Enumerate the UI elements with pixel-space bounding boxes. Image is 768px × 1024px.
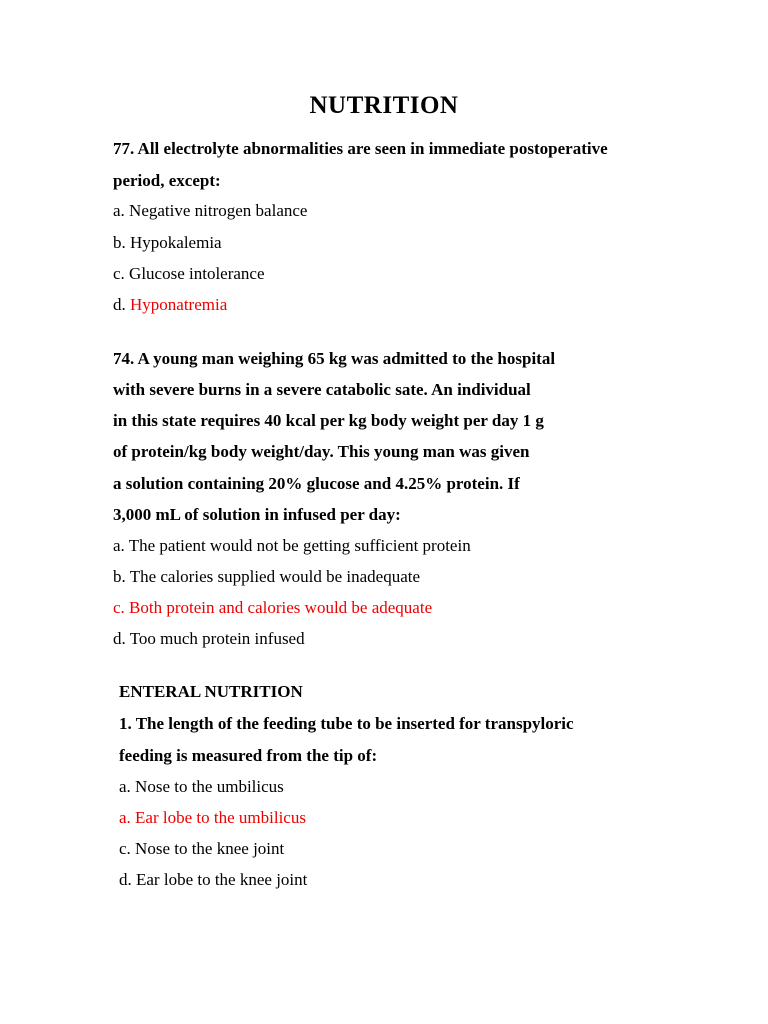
q74-stem-line-4: of protein/kg body weight/day. This young man was given [113, 442, 530, 461]
q74-stem-line-2: with severe burns in a severe catabolic sate. An individual [113, 380, 531, 399]
section-heading-enteral: ENTERAL NUTRITION [119, 682, 303, 701]
q77-option-a: a. Negative nitrogen balance [113, 201, 308, 220]
q77-stem-line-1: 77. All electrolyte abnormalities are seen in immediate postoperative [113, 139, 608, 158]
q74-option-a: a. The patient would not be getting sufficient protein [113, 536, 471, 555]
enteral-q1-option-d: d. Ear lobe to the knee joint [119, 870, 308, 889]
enteral-q1-stem-line-2: feeding is measured from the tip of: [119, 746, 378, 765]
q74-option-d: d. Too much protein infused [113, 629, 305, 648]
q74-stem-line-5: a solution containing 20% glucose and 4.25% protein. If [113, 474, 520, 493]
enteral-q1-option-c: c. Nose to the knee joint [119, 839, 285, 858]
q74-option-c-correct: c. Both protein and calories would be adequate [113, 598, 433, 617]
q77-stem-line-2: period, except: [113, 171, 221, 190]
enteral-q1-option-correct: a. Ear lobe to the umbilicus [119, 808, 306, 827]
q74-stem-line-3: in this state requires 40 kcal per kg body weight per day 1 g [113, 411, 544, 430]
q74-option-b: b. The calories supplied would be inadequate [113, 567, 421, 586]
q77-option-c: c. Glucose intolerance [113, 264, 265, 283]
enteral-q1-option-a: a. Nose to the umbilicus [119, 777, 284, 796]
q77-correct-answer: Hyponatremia [130, 295, 228, 314]
q77-option-d-prefix: d. [113, 295, 130, 314]
q77-option-b: b. Hypokalemia [113, 233, 222, 252]
q74-stem-line-6: 3,000 mL of solution in infused per day: [113, 505, 401, 524]
q74-stem-line-1: 74. A young man weighing 65 kg was admitted to the hospital [113, 349, 556, 368]
enteral-q1-stem-line-1: 1. The length of the feeding tube to be inserted for transpyloric [119, 714, 574, 733]
page-title: NUTRITION [309, 92, 459, 119]
q77-option-d [113, 295, 227, 315]
